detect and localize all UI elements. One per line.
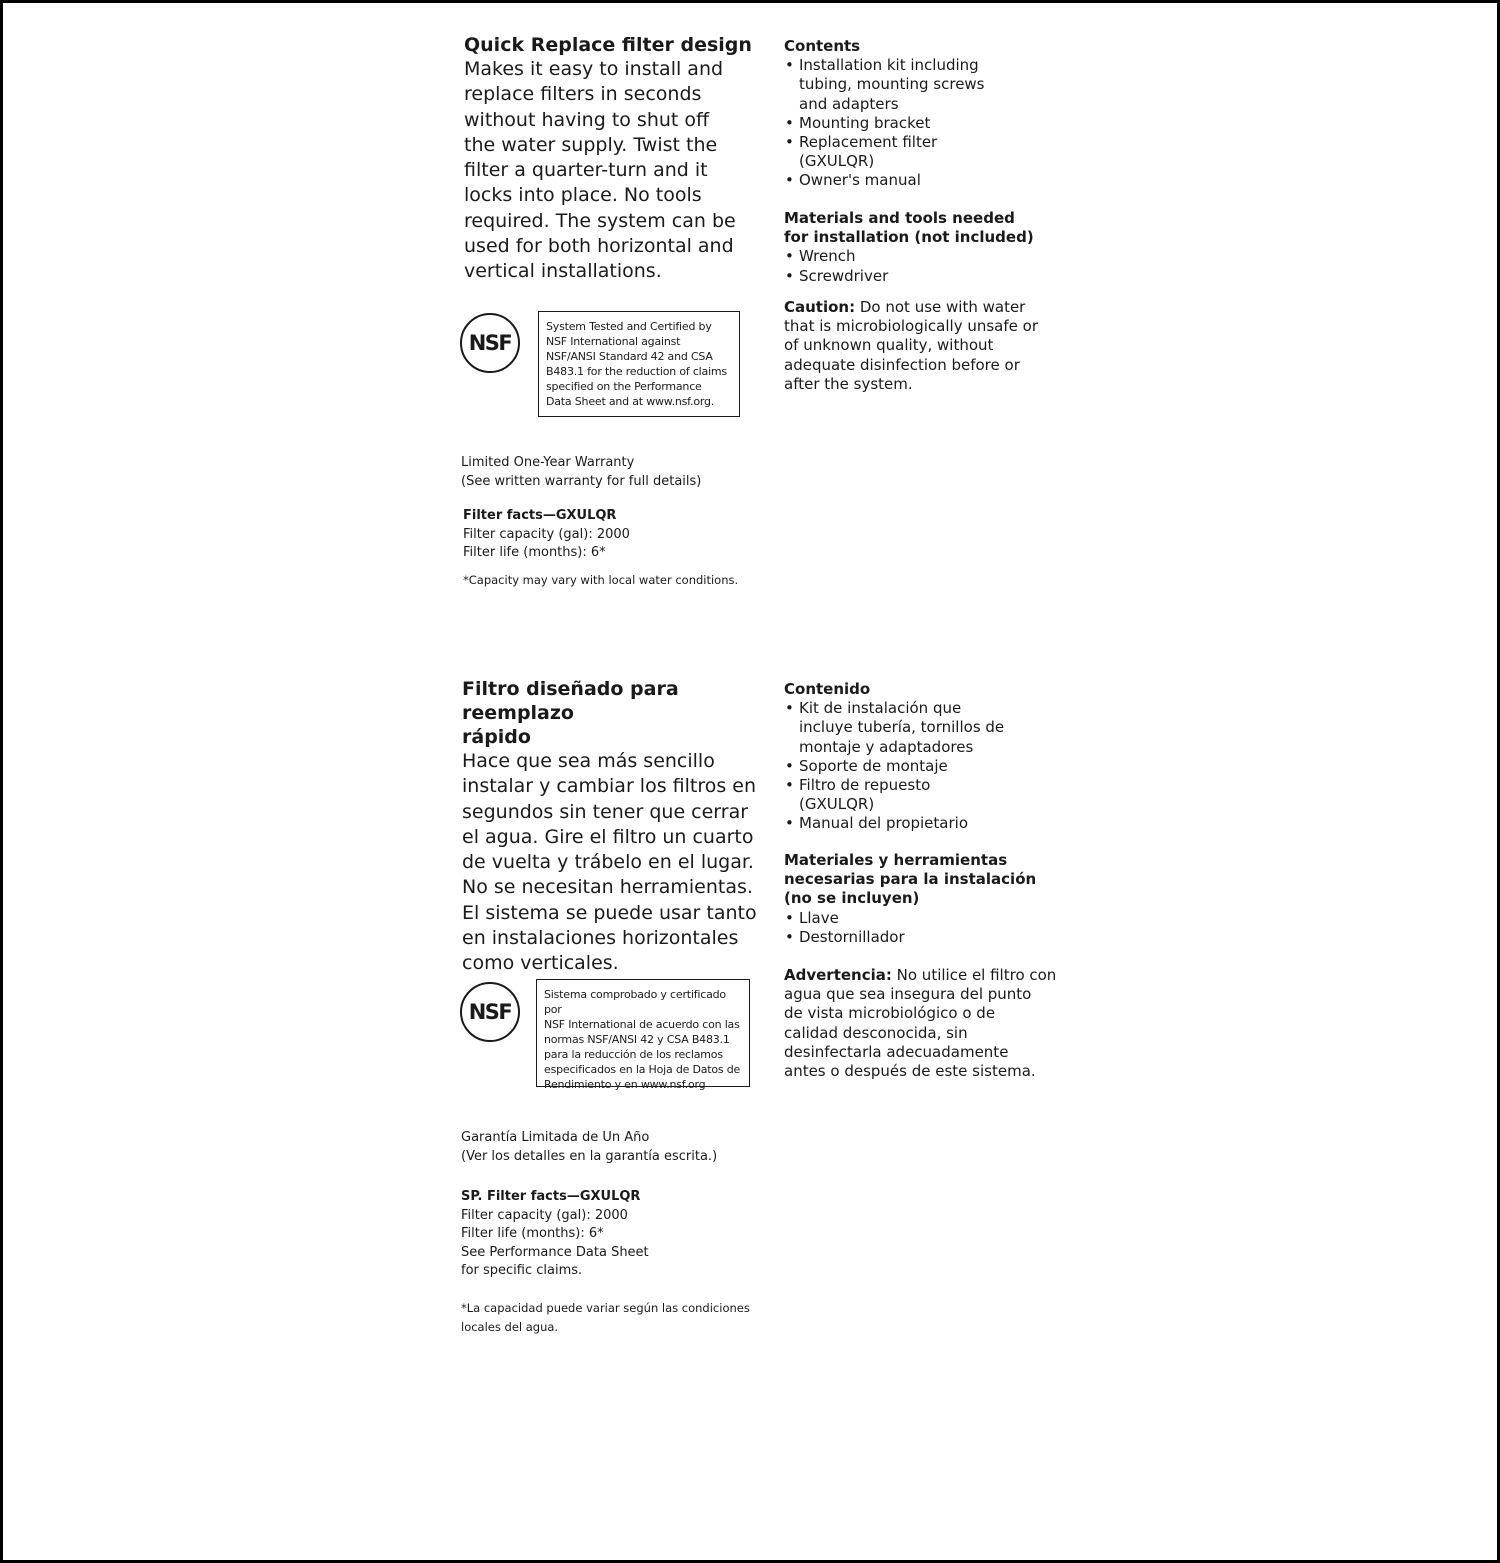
es-contents-title: Contenido — [784, 680, 871, 698]
es-filter-facts: SP. Filter facts—GXULQR Filter capacity (gal): 2000 Filter life (months): 6* See Performance Data Sheet for specific claims. — [461, 1188, 761, 1281]
list-item: • Filtro de repuesto (GXULQR) — [784, 776, 1064, 814]
es-nsf-certification-box: Sistema comprobado y certificado por NSF International de acuerdo con las normas NSF/ANSI 42 y CSA B483.1 para la reducción de los reclamos especificados en la Hoja de Datos de Rendimiento y en www.nsf.org — [536, 979, 750, 1087]
es-intro — [462, 677, 772, 977]
en-nsf-certification-box: System Tested and Certified by NSF International against NSF/ANSI Standard 42 and CSA B483.1 for the reduction of claims specified on the Performance Data Sheet and at www.nsf.org. — [538, 311, 740, 417]
en-contents — [784, 37, 1054, 191]
es-caution: Advertencia: No utilice el filtro con agua que sea insegura del punto de vista microbiológico o de calidad desconocida, sin desinfectarla adecuadamente antes o después de este sistema. — [784, 966, 1057, 1081]
en-contents-title: Contents — [784, 37, 861, 55]
es-heading: Filtro diseñado para reemplazo rápido — [462, 678, 679, 748]
es-filter-facts-title: SP. Filter facts—GXULQR — [461, 1189, 641, 1204]
es-footnote: *La capacidad puede variar según las condiciones locales del agua. — [461, 1301, 750, 1334]
list-item: • Wrench — [784, 247, 1054, 266]
en-intro — [464, 33, 764, 285]
es-caution-label: Advertencia: — [784, 966, 892, 984]
en-contents-list — [784, 56, 1054, 190]
en-caution-label: Caution: — [784, 298, 856, 316]
nsf-logo: NSF — [460, 313, 520, 373]
list-item: • Mounting bracket — [784, 114, 1054, 133]
es-tools-title: Materiales y herramientas necesarias para la instalación (no se incluyen) — [784, 851, 1037, 908]
list-item: • Destornillador — [784, 928, 1064, 947]
en-description: Makes it easy to install and replace filters in seconds without having to shut off the water supply. Twist the filter a quarter-turn and it locks into place. No tools required. The system can be used for both horizontal and vertical installations. — [464, 58, 736, 283]
es-tools-list — [784, 909, 1064, 947]
list-item: • Soporte de montaje — [784, 757, 1064, 776]
list-item: • Screwdriver — [784, 267, 1054, 286]
es-tools — [784, 851, 1064, 947]
es-contents — [784, 680, 1064, 834]
list-item: • Installation kit including tubing, mounting screws and adapters — [784, 56, 1054, 114]
en-heading: Quick Replace filter design — [464, 34, 752, 56]
list-item: • Manual del propietario — [784, 814, 1064, 833]
es-warranty: Garantía Limitada de Un Año (Ver los detalles en la garantía escrita.) — [461, 1130, 718, 1164]
list-item: • Kit de instalación que incluye tubería, tornillos de montaje y adaptadores — [784, 699, 1064, 757]
en-caution: Caution: Do not use with water that is microbiologically unsafe or of unknown quality, without adequate disinfection before or after the system. — [784, 298, 1038, 393]
nsf-logo: NSF — [460, 982, 520, 1042]
en-tools-title: Materials and tools needed for installation (not included) — [784, 209, 1034, 247]
list-item: • Replacement filter (GXULQR) — [784, 133, 1054, 171]
en-tools — [784, 209, 1054, 286]
es-description: Hace que sea más sencillo instalar y cambiar los filtros en segundos sin tener que cerrar el agua. Gire el filtro un cuarto de vuelta y trábelo en el lugar. No se necesitan herramientas. El sistema se puede usar tanto en instalaciones horizontales como verticales. — [462, 750, 757, 975]
en-filter-facts-title: Filter facts—GXULQR — [463, 508, 617, 523]
list-item: • Owner's manual — [784, 171, 1054, 190]
en-filter-facts: Filter facts—GXULQR Filter capacity (gal): 2000 Filter life (months): 6* — [463, 507, 763, 563]
en-footnote: *Capacity may vary with local water conditions. — [463, 573, 739, 587]
es-contents-list — [784, 699, 1064, 833]
en-warranty: Limited One-Year Warranty (See written warranty for full details) — [461, 455, 702, 489]
en-tools-list — [784, 247, 1054, 285]
list-item: • Llave — [784, 909, 1064, 928]
